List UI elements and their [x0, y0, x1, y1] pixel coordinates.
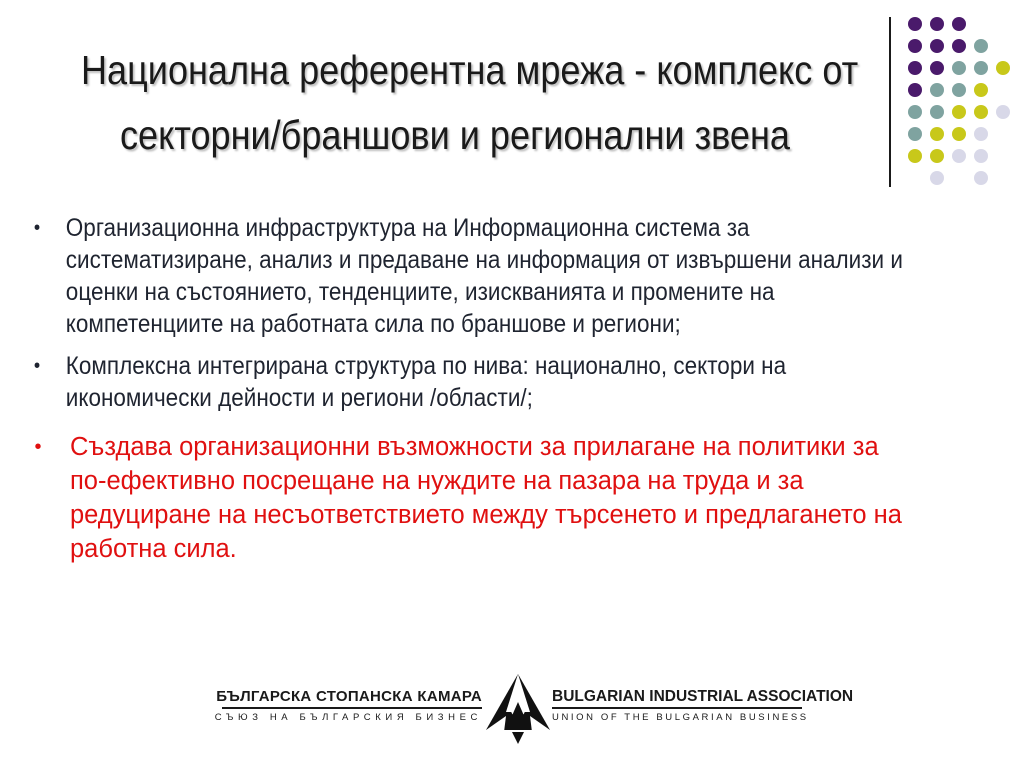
bullet-text: Създава организационни възможности за прилагане на политики за по-ефективно посрещане на нуждите на пазара на труда и за редуциране на несъответствието между търсенето и предлагането на работна сила. — [70, 433, 902, 563]
decorative-dot — [996, 61, 1010, 75]
decorative-dot — [952, 105, 966, 119]
decorative-dot — [974, 127, 988, 141]
decorative-dot — [908, 127, 922, 141]
title-line-1: Национална референтна мрежа - комплекс от — [81, 47, 859, 93]
slide-title — [81, 38, 859, 168]
decorative-dot — [908, 105, 922, 119]
decorative-dot — [974, 105, 988, 119]
decorative-dot — [974, 83, 988, 97]
decorative-dot — [908, 39, 922, 53]
bullet-item-infrastructure — [28, 212, 930, 340]
decorative-dot — [930, 39, 944, 53]
bullet-marker: • — [33, 217, 41, 239]
bullet-text: Организационна инфраструктура на Информационна система за систематизиране, анализ и предаване на информация от извършени анализи и оценки на състоянието, тенденциите, изискванията и промените на компетенциите на работната сила по браншове и региони; — [65, 214, 903, 338]
decorative-dot — [930, 127, 944, 141]
bia-logo-icon — [484, 672, 552, 746]
decorative-dot — [930, 149, 944, 163]
bullet-item-structure — [28, 350, 930, 414]
decorative-dot — [952, 39, 966, 53]
bullet-marker: • — [34, 436, 42, 458]
decorative-dot — [908, 17, 922, 31]
decorative-dot — [908, 83, 922, 97]
decorative-dot — [930, 171, 944, 185]
decorative-dot — [952, 61, 966, 75]
decorative-dot — [908, 61, 922, 75]
decorative-dot — [930, 83, 944, 97]
logo-text-en-line1: BULGARIAN INDUSTRIAL ASSOCIATION — [552, 688, 854, 705]
logo-text-bg-line1: БЪЛГАРСКА СТОПАНСКА КАМАРА — [216, 688, 482, 705]
decorative-dot — [952, 17, 966, 31]
decorative-dot — [974, 149, 988, 163]
logo-text-en-line2: UNION OF THE BULGARIAN BUSINESS — [552, 712, 809, 723]
decorative-dot — [974, 171, 988, 185]
title-line-2: секторни/браншови и регионални звена — [120, 112, 790, 158]
decorative-dot — [974, 61, 988, 75]
decorative-dot — [930, 61, 944, 75]
decorative-dot — [930, 17, 944, 31]
bullet-text: Комплексна интегрирана структура по нива: национално, сектори на икономически дейности и региони /области/; — [65, 352, 787, 412]
decorative-divider — [889, 17, 891, 187]
decorative-dot — [996, 105, 1010, 119]
bullet-marker: • — [33, 355, 41, 377]
logo-rule-right — [552, 707, 802, 709]
decorative-dot — [952, 149, 966, 163]
bullet-item-highlight — [28, 430, 908, 566]
decorative-dot — [952, 127, 966, 141]
bullet-list — [28, 212, 908, 576]
decorative-dot — [908, 149, 922, 163]
decorative-dot — [952, 83, 966, 97]
logo-text-bg-line2: СЪЮЗ НА БЪЛГАРСКИЯ БИЗНЕС — [214, 712, 482, 723]
decorative-dot — [930, 105, 944, 119]
logo-rule-left — [222, 707, 482, 709]
decorative-dot — [974, 39, 988, 53]
